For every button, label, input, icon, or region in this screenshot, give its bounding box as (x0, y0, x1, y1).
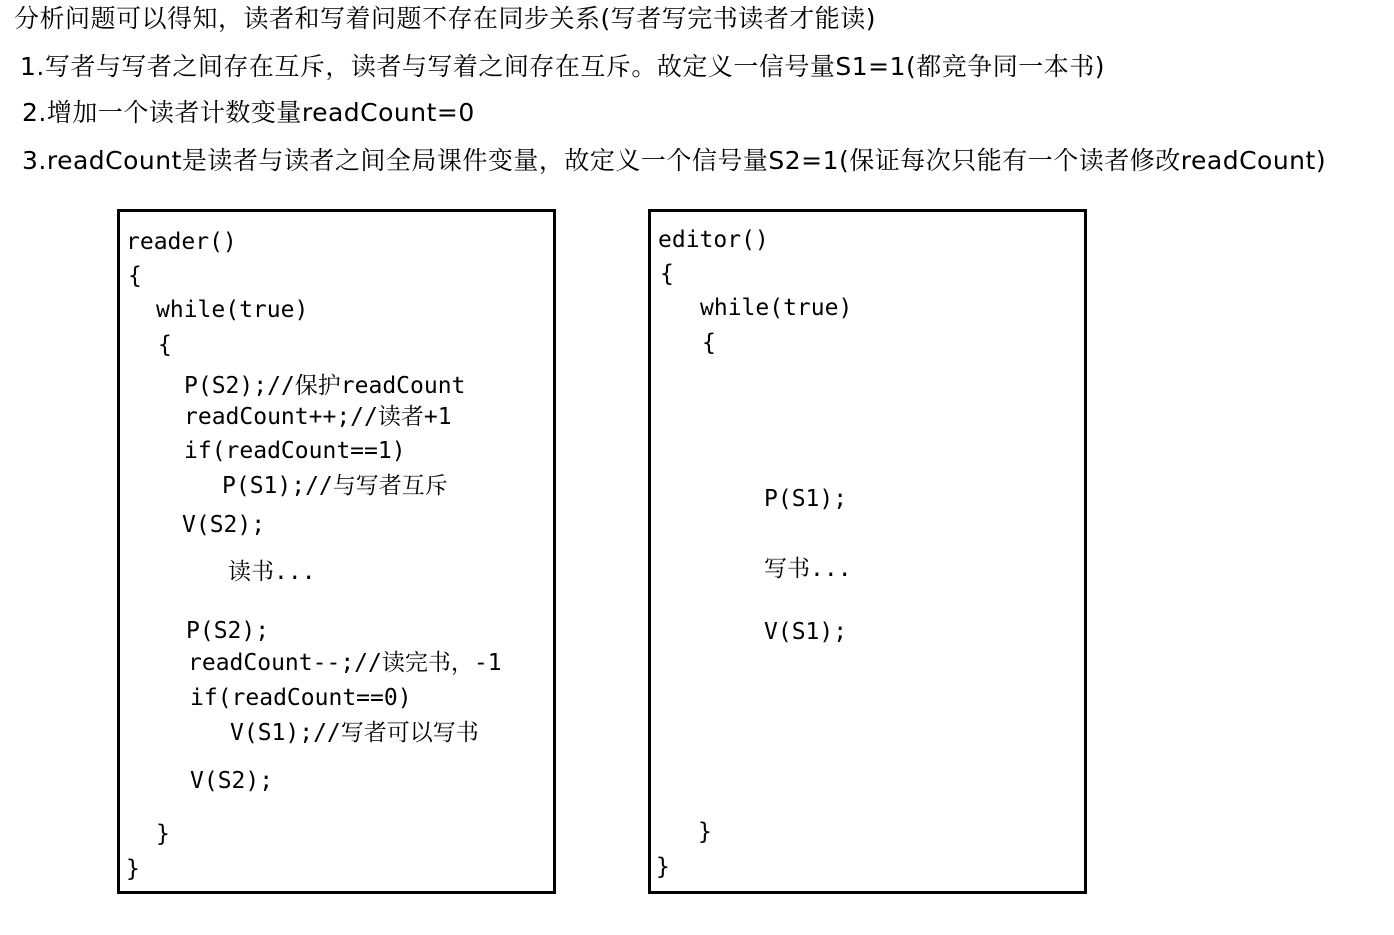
reader-read-book: 读书... (228, 559, 316, 585)
editor-while-close-brace: } (698, 819, 712, 845)
point-3: 3.readCount是读者与读者之间全局课件变量，故定义一个信号量S2=1(保证每次只能有一个读者修改readCount) (22, 146, 1327, 175)
reader-if-last: if(readCount==0) (190, 685, 412, 711)
editor-while-open-brace: { (702, 330, 716, 356)
point-2: 2.增加一个读者计数变量readCount=0 (22, 98, 475, 127)
reader-while-close-brace: } (156, 821, 170, 847)
point-1: 1.写者与写者之间存在互斥，读者与写着之间存在互斥。故定义一信号量S1=1(都竞争同一本书) (20, 52, 1105, 81)
editor-v-s1: V(S1); (764, 619, 848, 645)
editor-signature: editor() (658, 227, 769, 253)
reader-v-s2-first: V(S2); (182, 512, 266, 538)
editor-open-brace: { (660, 261, 674, 287)
reader-signature: reader() (126, 229, 237, 255)
reader-p-s2-second: P(S2); (186, 618, 270, 644)
editor-write-book: 写书... (764, 556, 852, 582)
reader-while: while(true) (156, 297, 309, 323)
reader-p-s2-protect: P(S2);//保护readCount (184, 373, 466, 399)
reader-v-s1: V(S1);//写者可以写书 (230, 720, 479, 746)
editor-p-s1: P(S1); (764, 486, 848, 512)
reader-p-s1: P(S1);//与写者互斥 (222, 473, 448, 499)
editor-close-brace: } (656, 854, 670, 880)
reader-decrement: readCount--;//读完书，-1 (188, 650, 502, 676)
reader-increment: readCount++;//读者+1 (184, 404, 452, 430)
editor-while: while(true) (700, 295, 853, 321)
analysis-heading: 分析问题可以得知，读者和写着问题不存在同步关系(写者写完书读者才能读) (14, 4, 877, 33)
reader-if-first: if(readCount==1) (184, 438, 406, 464)
reader-open-brace: { (128, 263, 142, 289)
reader-while-open-brace: { (158, 332, 172, 358)
reader-v-s2-second: V(S2); (190, 768, 274, 794)
reader-close-brace: } (126, 856, 140, 882)
